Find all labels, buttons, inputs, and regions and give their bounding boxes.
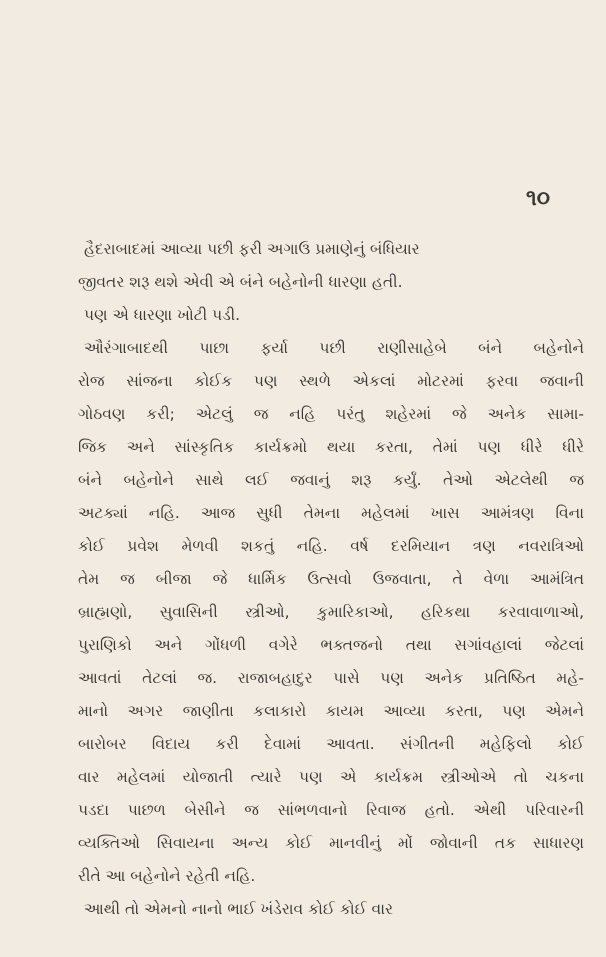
body-text <box>78 233 584 926</box>
text-line: બારોબર વિદાય કરી દેવામાં આવતા. સંગીતની મહેફિલો કોઈ <box>78 735 584 753</box>
text-line: જિક અને સાંસ્કૃતિક કાર્યક્રમો થયા કરતા, તેમાં પણ ધીરે ધીરે <box>78 438 584 456</box>
page-number: ૧૦ <box>525 186 550 211</box>
text-line: આવતાં તેટલાં જ. રાજાબહાદુર પાસે પણ અનેક પ્રતિષ્ઠિત મહે- <box>78 669 584 687</box>
text-line: આથી તો એમનો નાનો ભાઈ ખંડેરાવ કોઈ કોઈ વાર <box>84 900 394 918</box>
text-line: તેમ જ બીજા જે ધાર્મિક ઉત્સવો ઉજવાતા, તે વેળા આમંત્રિત <box>78 570 584 588</box>
text-line: અટક્યાં નહિ. આજ સુધી તેમના મહેલમાં ખાસ આમંત્રણ વિના <box>78 504 584 522</box>
text-line: રીતે આ બહેનોને રહેતી નહિ. <box>78 867 256 885</box>
text-line: માનો અગર જાણીતા કલાકારો કાયમ આવ્યા કરતા, પણ એમને <box>78 702 584 720</box>
text-line: બ્રાહ્મણો, સુવાસિની સ્ત્રીઓ, કુમારિકાઓ, હરિકથા કરવાવાળાઓ, <box>78 603 584 621</box>
text-line: રોજ સાંજના કોઈક પણ સ્થળે એકલાં મોટરમાં ફરવા જવાની <box>78 372 584 390</box>
text-line: હૈદરાબાદમાં આવ્યા પછી ફરી અગાઉ પ્રમાણેનું બંધિયાર <box>84 240 420 258</box>
text-line: પડદા પાછળ બેસીને જ સાંભળવાનો રિવાજ હતો. એથી પરિવારની <box>78 801 584 819</box>
text-line: પણ એ ધારણા ખોટી પડી. <box>84 306 241 324</box>
text-line: કોઈ પ્રવેશ મેળવી શકતું નહિ. વર્ષ દરમિયાન ત્રણ નવરાત્રિઓ <box>78 537 584 555</box>
text-line: વાર મહેલમાં યોજાતી ત્યારે પણ એ કાર્યક્રમ સ્ત્રીઓએ તો ચકના <box>78 768 584 786</box>
text-line: ઔરંગાબાદથી પાછા ફર્યા પછી રાણીસાહેબે બંને બહેનોને <box>84 339 584 357</box>
text-line: પુરાણિકો અને ગોંધળી વગેરે ભક્તજનો તથા સગાંવહાલાં જેટલાં <box>78 636 584 654</box>
text-line: ગોઠવણ કરી; એટલું જ નહિ પરંતુ શહેરમાં જે અનેક સામા- <box>78 405 584 423</box>
text-line: વ્યક્તિઓ સિવાયના અન્ય કોઈ માનવીનું મોં જોવાની તક સાધારણ <box>78 834 584 852</box>
text-line: બંને બહેનોને સાથે લઈ જવાનું શરૂ કર્યું. તેઓ એટલેથી જ <box>78 471 584 489</box>
text-line: જીવતર શરૂ થશે એવી એ બંને બહેનોની ધારણા હતી. <box>78 273 403 291</box>
